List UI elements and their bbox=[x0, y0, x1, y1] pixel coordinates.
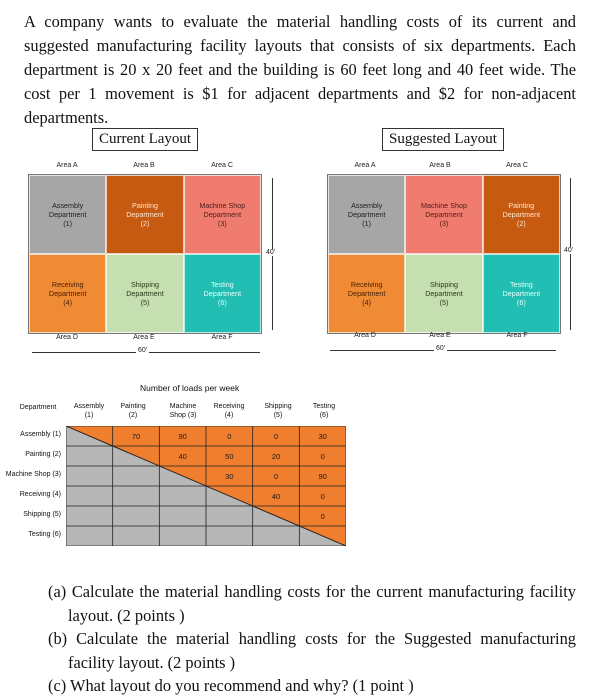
matrix-cell-value: 40 bbox=[271, 492, 281, 501]
row-header-testing: Testing (6) bbox=[28, 531, 61, 538]
matrix-cell-value: 0 bbox=[273, 472, 279, 481]
loads-table-title: Number of loads per week bbox=[140, 383, 240, 393]
current-dept-testing: Testing Department (6) bbox=[184, 254, 261, 333]
suggested-area-f: Area F bbox=[506, 332, 528, 339]
current-area-a: Area A bbox=[56, 162, 78, 169]
matrix-cell-value: 30 bbox=[225, 472, 234, 481]
suggested-width-label: 60' bbox=[436, 345, 446, 352]
current-dept-machine-shop: Machine Shop Department (3) bbox=[184, 175, 261, 254]
loads-matrix bbox=[66, 426, 346, 546]
matrix-cell-value: 70 bbox=[131, 432, 141, 441]
current-dept-shipping: Shipping Department (5) bbox=[106, 254, 183, 333]
current-area-d: Area D bbox=[56, 334, 78, 341]
question-b: (b) Calculate the material handling costs for the Suggested manufacturing facility layout. (2 points ) bbox=[48, 629, 576, 672]
suggested-dept-receiving: Receiving Department (4) bbox=[328, 254, 405, 333]
col-header-receiving: Receiving (4) bbox=[213, 403, 245, 419]
matrix-cell-value: 40 bbox=[178, 452, 187, 461]
current-area-b: Area B bbox=[133, 162, 155, 169]
suggested-layout-plan bbox=[327, 174, 561, 334]
matrix-cell-value: 0 bbox=[320, 492, 325, 501]
current-area-f: Area F bbox=[211, 334, 233, 341]
row-header-shipping: Shipping (5) bbox=[23, 511, 61, 518]
current-width-label: 60' bbox=[138, 347, 148, 354]
suggested-dept-painting: Painting Department (2) bbox=[483, 175, 560, 254]
suggested-area-d: Area D bbox=[354, 332, 376, 339]
matrix-cell-value: 0 bbox=[273, 432, 279, 441]
current-dept-assembly: Assembly Department (1) bbox=[29, 175, 106, 254]
matrix-cell-value: 20 bbox=[271, 452, 281, 461]
col-header-assembly: Assembly (1) bbox=[73, 403, 105, 419]
current-layout-plan bbox=[28, 174, 262, 334]
matrix-cell-value: 50 bbox=[225, 452, 234, 461]
suggested-area-b: Area B bbox=[429, 162, 451, 169]
col-header-machine-shop: Machine Shop (3) bbox=[169, 403, 197, 419]
suggested-dept-shipping: Shipping Department (5) bbox=[405, 254, 482, 333]
suggested-dept-machine-shop: Machine Shop Department (3) bbox=[405, 175, 482, 254]
current-dept-receiving: Receiving Department (4) bbox=[29, 254, 106, 333]
matrix-cell-value: 30 bbox=[318, 432, 327, 441]
current-area-e: Area E bbox=[133, 334, 155, 341]
question-a: (a) Calculate the material handling costs for the current manufacturing facility layout. (2 points ) bbox=[48, 582, 576, 625]
col-header-testing: Testing (6) bbox=[312, 403, 336, 419]
loads-corner-header: Department bbox=[19, 404, 57, 411]
row-header-machine-shop: Machine Shop (3) bbox=[5, 471, 61, 478]
suggested-area-a: Area A bbox=[354, 162, 376, 169]
suggested-layout-title: Suggested Layout bbox=[382, 128, 504, 151]
current-dept-painting: Painting Department (2) bbox=[106, 175, 183, 254]
col-header-shipping: Shipping (5) bbox=[264, 403, 292, 419]
suggested-dept-assembly: Assembly Department (1) bbox=[328, 175, 405, 254]
current-height-label: 40' bbox=[266, 249, 276, 256]
problem-statement: A company wants to evaluate the material handling costs of its current and suggested manufacturing facility layouts that consists of six departments. Each department is 20 x 20 feet and the building is 60 feet long and 40 feet wide. The cost per 1 movement is $1 for adjacent departments and $2 for non-adjacent departments. bbox=[24, 12, 576, 127]
matrix-cell-value: 0 bbox=[320, 512, 325, 521]
suggested-height-label: 40' bbox=[564, 247, 574, 254]
suggested-area-c: Area C bbox=[506, 162, 528, 169]
suggested-area-e: Area E bbox=[429, 332, 451, 339]
question-c: (c) What layout do you recommend and why? (1 point ) bbox=[48, 676, 414, 695]
matrix-cell-value: 90 bbox=[178, 432, 187, 441]
question-list bbox=[48, 580, 576, 698]
current-layout-title: Current Layout bbox=[92, 128, 198, 151]
matrix-cell-value: 90 bbox=[318, 472, 327, 481]
suggested-dept-testing: Testing Department (6) bbox=[483, 254, 560, 333]
matrix-cell-value: 0 bbox=[320, 452, 325, 461]
current-area-c: Area C bbox=[211, 162, 233, 169]
row-header-painting: Painting (2) bbox=[25, 451, 61, 458]
row-header-assembly: Assembly (1) bbox=[20, 431, 61, 438]
col-header-painting: Painting (2) bbox=[120, 403, 146, 419]
matrix-cell-value: 0 bbox=[227, 432, 232, 441]
suggested-height-dimension-line bbox=[570, 178, 571, 330]
row-header-receiving: Receiving (4) bbox=[19, 491, 61, 498]
